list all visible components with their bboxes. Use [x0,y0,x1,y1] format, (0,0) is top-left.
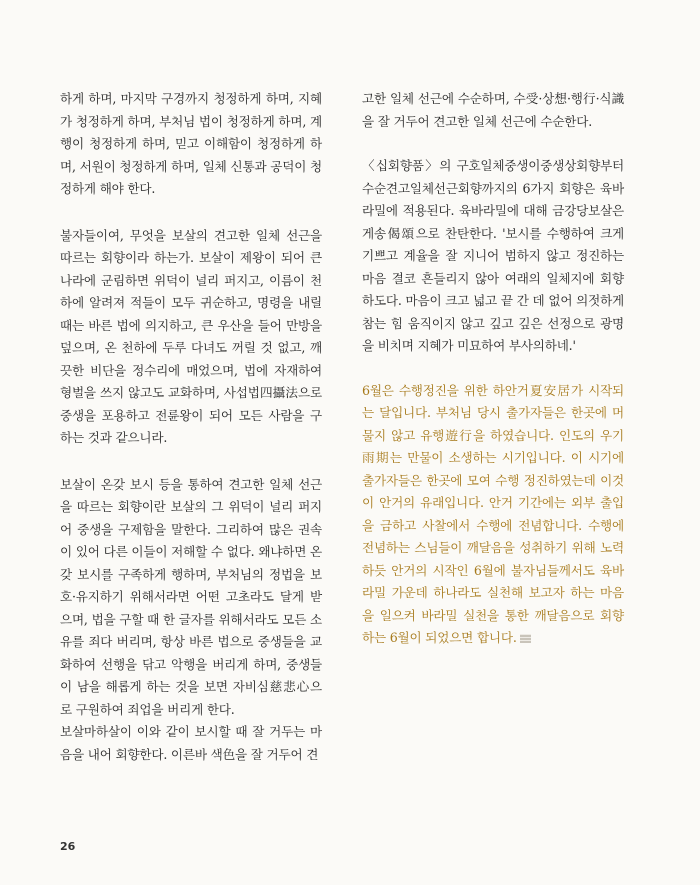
body-paragraph: 고한 일체 선근에 수순하며, 수受·상想·행行·식識을 잘 거두어 견고한 일체 선근에 수순한다. [362,91,624,129]
left-column [60,88,322,766]
page-number: 26 [60,840,76,853]
body-paragraph: 보살이 온갖 보시 등을 통하여 견고한 일체 선근을 따르는 회향이란 보살의 그 위덕이 널리 퍼지어 중생을 구제함을 말한다. 그리하여 많은 권속이 있어 다른 이들이 저해할 수 없다. 왜냐하면 온갖 보시를 구족하게 행하며, 부처님의 정법을 보호·유지하기 위해서라면 어떤 고초라도 달게 받으며, 법을 구할 때 한 글자를 위해서라도 모든 소유를 죄다 버리며, 항상 바른 법으로 중생들을 교화하여 선행을 닦고 악행을 버리게 하며, 중생들이 남을 해롭게 하는 것을 보면 자비심慈悲心으로 구원하여 죄업을 버리게 한다. [60,476,322,717]
body-paragraph: 보살마하살이 이와 같이 보시할 때 잘 거두는 마음을 내어 회향한다. 이른바 색色을 잘 거두어 견 [60,724,322,762]
body-paragraph: 〈십회향품〉의 구호일체중생이중생상회향부터 수순견고일체선근회향까지의 6가지 회향은 육바라밀에 적용된다. 육바라밀에 대해 금강당보살은 게송偈頌으로 찬탄한다. '보시를 수행하여 크게 기쁘고 계율을 잘 지니어 범하지 않고 정진하는 마음 결코 흔들리지 않아 여래의 일체지에 회향하도다. 마음이 크고 넓고 끝 간 데 없어 의젓하게 참는 힘 움직이지 않고 깊고 깊은 선정으로 광명을 비치며 지혜가 미묘하여 부사의하네.' [362,158,624,353]
body-paragraph: 하게 하며, 마지막 구경까지 청정하게 하며, 지혜가 청정하게 하며, 부처님 법이 청정하게 하며, 계행이 청정하게 하며, 믿고 이해함이 청정하게 하며, 서원이 청정하게 하며, 일체 신통과 공덕이 청정하게 해야 한다. [60,91,322,196]
right-column [362,88,624,650]
body-paragraph: 불자들이여, 무엇을 보살의 견고한 일체 선근을 따르는 회향이라 하는가. 보살이 제왕이 되어 큰 나라에 군림하면 위덕이 널리 퍼지고, 이름이 천하에 알려져 적들이 모두 귀순하고, 명령을 내릴 때는 바른 법에 의지하고, 큰 우산을 들어 만방을 덮으며, 온 천하에 두루 다녀도 꺼릴 것 없고, 깨끗한 비단을 정수리에 매었으며, 법에 자재하여 형벌을 쓰지 않고도 교화하며, 사섭법四攝法으로 중생을 포용하고 전륜왕이 되어 모든 사람을 구하는 것과 같으니라. [60,227,322,445]
closing-note-text: 6월은 수행정진을 위한 하안거夏安居가 시작되는 달입니다. 부처님 당시 출가자들은 한곳에 머물지 않고 유행遊行을 하였습니다. 인도의 우기雨期는 만물이 소생하는 시기입니다. 이 시기에 출가자들은 한곳에 모여 수행 정진하였는데 이것이 안거의 유래입니다. 안거 기간에는 외부 출입을 금하고 사찰에서 수행에 전념합니다. 수행에 전념하는 스님들이 깨달음을 성취하기 위해 노력하듯 안거의 시작인 6월에 불자님들께서도 육바라밀 가운데 하나라도 실천해 보고자 하는 마음을 일으켜 바라밀 실천을 통한 깨달음으로 회향하는 6월이 되었으면 합니다. [362,382,624,645]
end-mark-icon [520,634,531,643]
closing-note [362,380,624,650]
